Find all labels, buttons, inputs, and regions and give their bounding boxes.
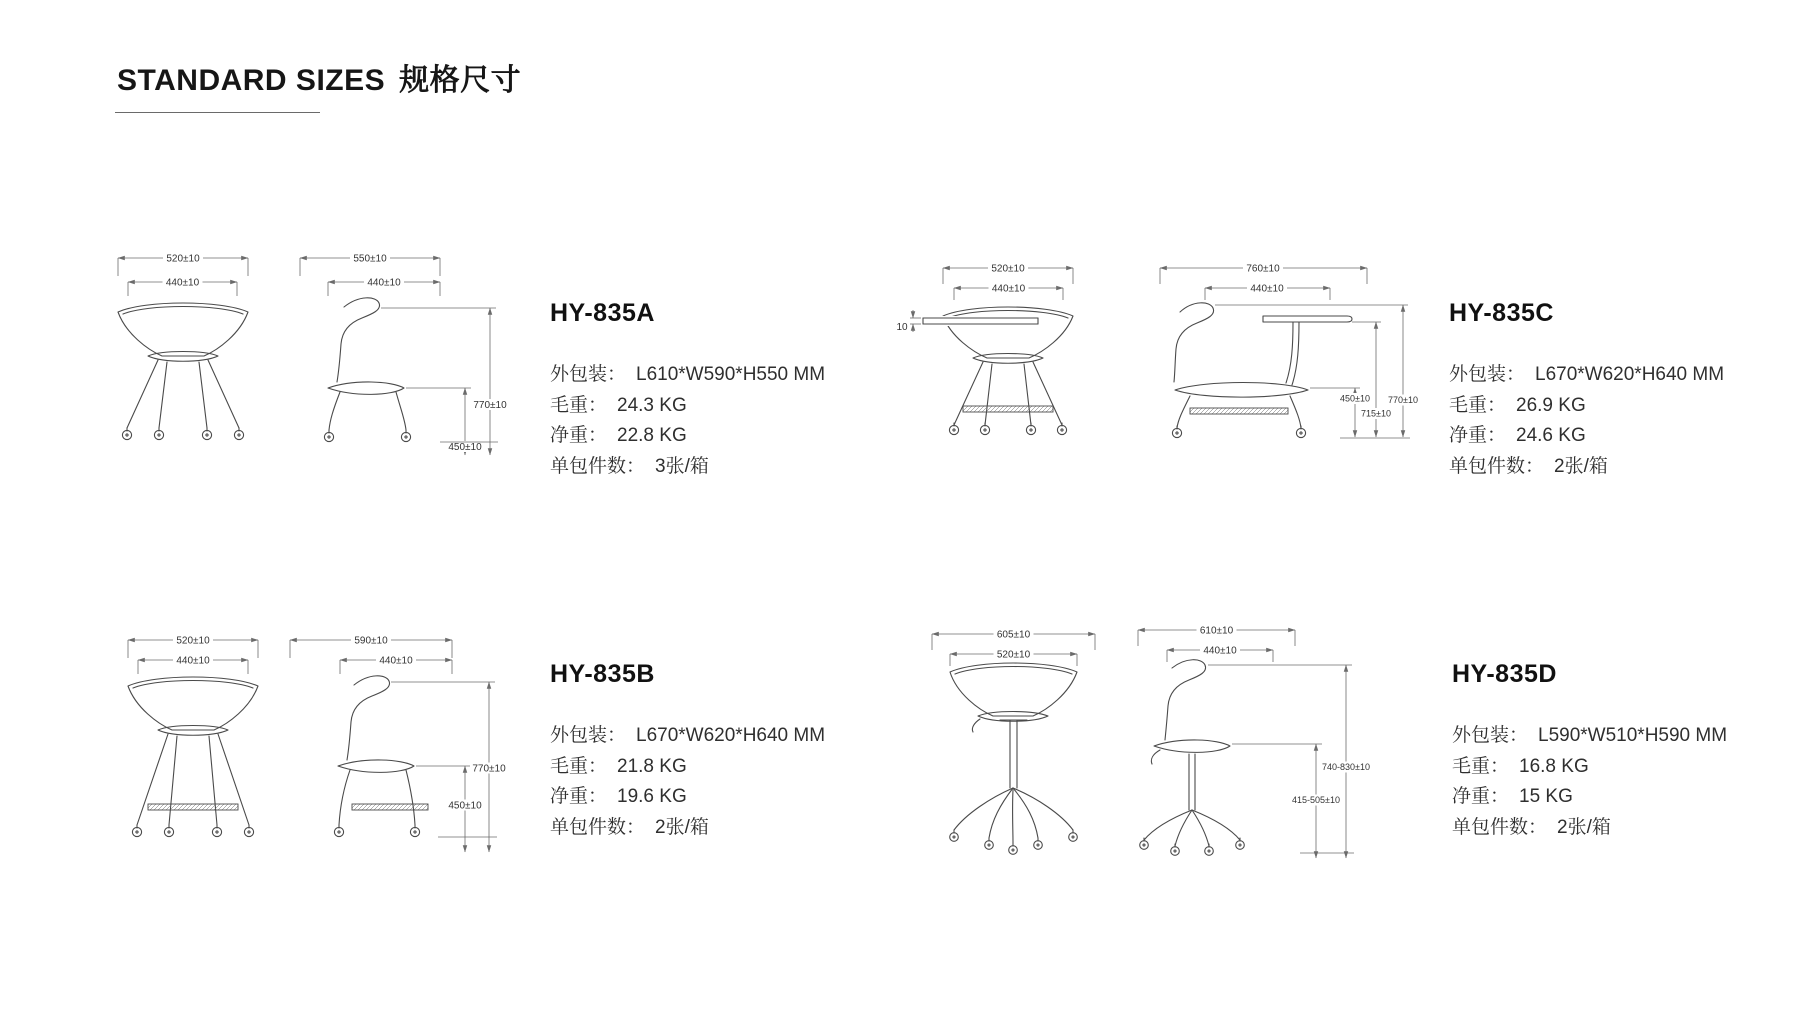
dim-a-front-inner: 440±10 bbox=[165, 277, 200, 289]
spec-row-net-weight: 净重： 22.8 KG bbox=[550, 425, 687, 446]
dim-b-height-seat: 450±10 bbox=[448, 800, 482, 812]
page-title-zh: 规格尺寸 bbox=[399, 64, 522, 97]
dim-b-front-inner: 440±10 bbox=[176, 655, 210, 667]
model-name: HY-835A bbox=[550, 299, 655, 327]
dim-d-side-outer: 610±10 bbox=[1199, 625, 1234, 637]
dim-d-height-seat: 415-505±10 bbox=[1292, 795, 1340, 805]
spec-row-pack-qty: 单包件数： 3张/箱 bbox=[550, 455, 709, 477]
spec-row-pack-qty: 单包件数： 2张/箱 bbox=[1452, 816, 1611, 838]
hy-835b-technical-drawing bbox=[100, 620, 520, 865]
dim-c-front-inner: 440±10 bbox=[991, 283, 1026, 295]
dim-a-height-seat: 450±10 bbox=[448, 442, 482, 453]
dim-d-height-total: 740-830±10 bbox=[1322, 762, 1370, 772]
spec-row-pack-qty: 单包件数： 2张/箱 bbox=[1449, 455, 1608, 477]
hy-835d-technical-drawing bbox=[920, 620, 1380, 875]
dim-c-side-inner: 440±10 bbox=[1250, 283, 1284, 295]
spec-block-hy-835c bbox=[1449, 300, 1724, 482]
dim-c-height-seat: 450±10 bbox=[1340, 393, 1370, 404]
page-title bbox=[117, 55, 521, 99]
dim-b-height-total: 770±10 bbox=[472, 763, 506, 775]
spec-row-gross-weight: 毛重： 21.8 KG bbox=[550, 755, 687, 777]
spec-block-hy-835b bbox=[550, 661, 825, 843]
model-name: HY-835D bbox=[1452, 660, 1557, 688]
spec-block-hy-835d bbox=[1452, 661, 1727, 843]
dim-a-side-outer: 550±10 bbox=[353, 253, 387, 265]
spec-row-net-weight: 净重： 15 KG bbox=[1452, 786, 1573, 807]
spec-row-packing: 外包装： L590*W510*H590 MM bbox=[1452, 725, 1728, 746]
title-underline bbox=[115, 112, 320, 113]
dim-c-side-outer: 760±10 bbox=[1246, 263, 1280, 275]
spec-row-packing: 外包装： L670*W620*H640 MM bbox=[1449, 364, 1725, 385]
dim-b-front-outer: 520±10 bbox=[176, 635, 210, 647]
spec-row-net-weight: 净重： 24.6 KG bbox=[1449, 425, 1586, 446]
dim-b-side-inner: 440±10 bbox=[379, 655, 413, 667]
spec-row-gross-weight: 毛重： 16.8 KG bbox=[1452, 755, 1589, 777]
model-name: HY-835B bbox=[550, 660, 655, 688]
dim-d-side-inner: 440±10 bbox=[1203, 645, 1237, 657]
spec-row-net-weight: 净重： 19.6 KG bbox=[550, 786, 687, 807]
dim-a-height-total: 770±10 bbox=[473, 400, 507, 411]
dim-c-tablet-thickness: 10 bbox=[896, 322, 908, 333]
spec-row-gross-weight: 毛重： 24.3 KG bbox=[550, 394, 687, 416]
hy-835c-technical-drawing bbox=[890, 240, 1430, 470]
hy-835a-technical-drawing bbox=[100, 240, 520, 465]
spec-row-gross-weight: 毛重： 26.9 KG bbox=[1449, 394, 1586, 416]
dim-c-height-tablet: 715±10 bbox=[1361, 408, 1391, 419]
spec-row-packing: 外包装： L610*W590*H550 MM bbox=[550, 364, 826, 385]
dim-d-front-inner: 520±10 bbox=[996, 649, 1031, 661]
dim-a-side-inner: 440±10 bbox=[367, 277, 401, 289]
dim-c-height-total: 770±10 bbox=[1388, 395, 1418, 405]
page-title-en: STANDARD SIZES bbox=[117, 64, 386, 97]
spec-block-hy-835a bbox=[550, 300, 825, 482]
spec-row-pack-qty: 单包件数： 2张/箱 bbox=[550, 816, 709, 838]
spec-row-packing: 外包装： L670*W620*H640 MM bbox=[550, 725, 826, 746]
dim-d-front-outer: 605±10 bbox=[996, 629, 1031, 641]
model-name: HY-835C bbox=[1449, 299, 1554, 327]
dim-b-side-outer: 590±10 bbox=[354, 635, 388, 647]
dim-c-front-outer: 520±10 bbox=[991, 263, 1025, 275]
dim-a-front-outer: 520±10 bbox=[166, 253, 200, 265]
